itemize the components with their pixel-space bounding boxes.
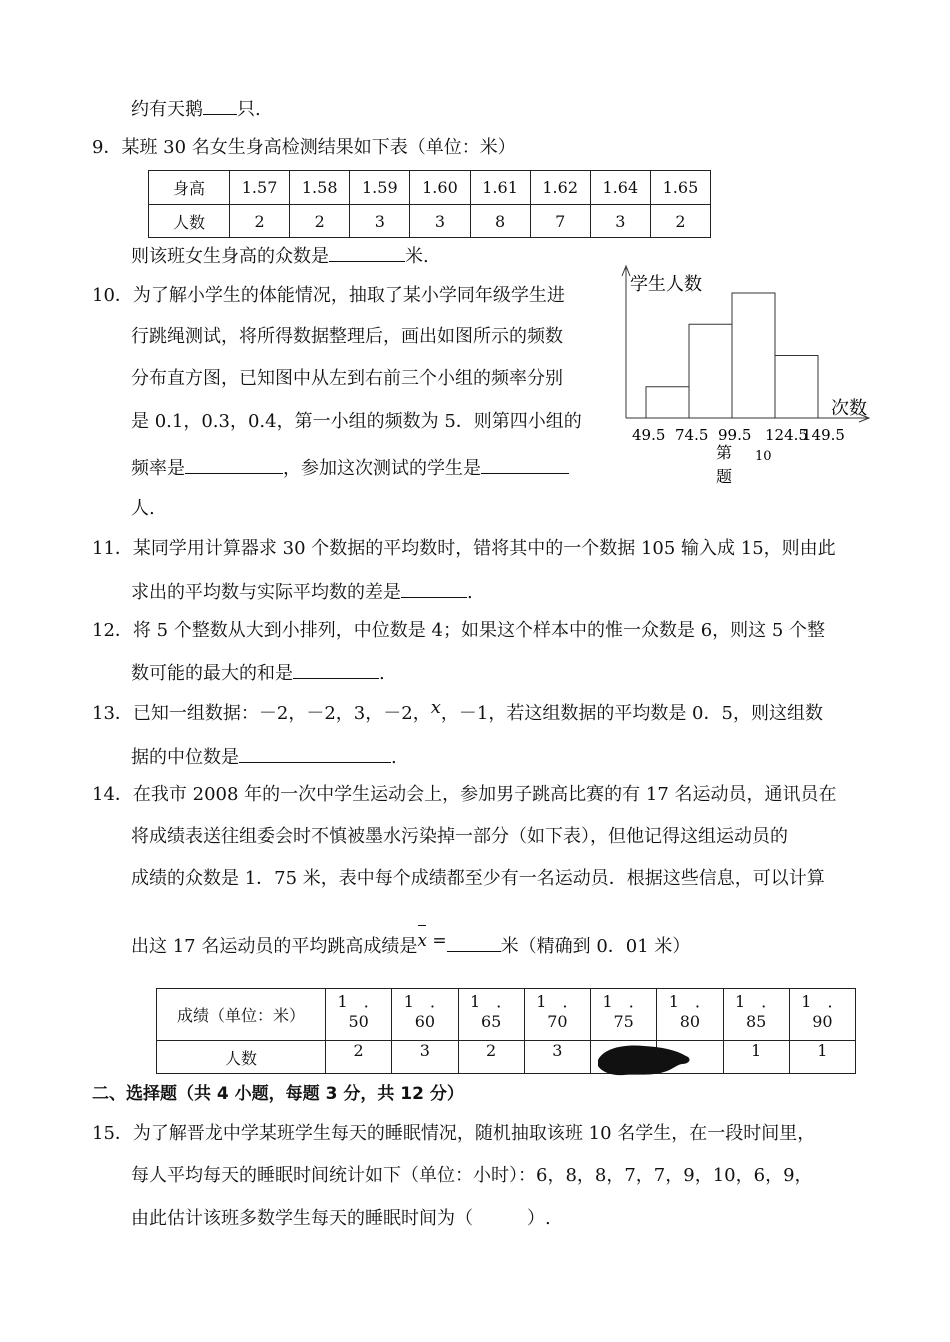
- q9-answer-text: 则该班女生身高的众数是: [131, 246, 329, 267]
- q9-row-count: [149, 205, 711, 238]
- q14-score-cell: [657, 989, 723, 1041]
- score-int: 1 ．: [337, 992, 380, 1011]
- q13-line-1: [92, 697, 823, 726]
- q14-count-cell: 2: [326, 1041, 392, 1074]
- q14-score-cell: [524, 989, 590, 1041]
- q8-text-end: 只.: [237, 99, 261, 120]
- q9-stem: [92, 136, 516, 160]
- q14-mean-symbol: [417, 931, 446, 951]
- q11-blank: [401, 579, 467, 598]
- q10-text: ，参加这次测试的学生是: [283, 458, 481, 479]
- q11-text: 某同学用计算器求 30 个数据的平均数时，错将其中的一个数据 105 输入成 15，则由此: [132, 538, 836, 559]
- q13-text: 据的中位数是: [131, 747, 239, 768]
- x-tick-label: 149.5: [802, 426, 845, 444]
- q14-count-cell: 3: [392, 1041, 458, 1074]
- q9-row-label: 人数: [149, 205, 230, 238]
- q9-height-cell: 1.58: [290, 171, 350, 205]
- q13-variable: x: [430, 697, 441, 718]
- q9-count-cell: 3: [410, 205, 470, 238]
- q10-blank-frequency: [185, 455, 283, 474]
- q9-count-cell: 2: [230, 205, 290, 238]
- figure-caption: 10: [755, 449, 772, 464]
- score-dec: 50: [348, 1012, 369, 1031]
- score-int: 1 ．: [735, 992, 778, 1011]
- q14-score-cell: [723, 989, 789, 1041]
- q14-count-cell: 1: [723, 1041, 789, 1074]
- score-dec: 60: [414, 1012, 436, 1031]
- q12-number: 12．: [92, 620, 133, 641]
- score-dec: 70: [547, 1012, 568, 1031]
- q11-line-1: [92, 537, 836, 561]
- q11-line-2: [131, 579, 473, 605]
- q9-height-cell: 1.60: [410, 171, 470, 205]
- q12-text: 将 5 个整数从大到小排列，中位数是 4；如果这个样本中的惟一众数是 6，则这 5 个整: [132, 620, 826, 641]
- q9-height-cell: 1.57: [230, 171, 290, 205]
- x-tick-label: 99.5: [718, 426, 752, 444]
- q14-line-3: 成绩的众数是 1．75 米，表中每个成绩都至少有一名运动员．根据这些信息，可以计算: [131, 868, 825, 889]
- q14-row-score: [157, 989, 856, 1041]
- q9-count-cell: 3: [590, 205, 650, 238]
- q10-blank-students: [481, 455, 569, 474]
- x-axis-label: 次数: [831, 398, 867, 419]
- q9-height-cell: 1.65: [650, 171, 710, 205]
- histogram-bar: [732, 293, 775, 418]
- q9-row-label: 身高: [149, 171, 230, 205]
- q9-answer-unit: 米.: [405, 246, 429, 267]
- q15-line-2: 每人平均每天的睡眠时间统计如下（单位：小时）：6，8，8，7，7，9，10，6，9，: [131, 1165, 813, 1186]
- score-dec: 85: [745, 1012, 767, 1031]
- q14-row-label: 人数: [157, 1041, 326, 1074]
- score-int: 1 ．: [602, 992, 645, 1011]
- q10-line-6: 人.: [131, 498, 155, 519]
- q14-text: 在我市 2008 年的一次中学生运动会上，参加男子跳高比赛的有 17 名运动员，通讯员在: [132, 784, 837, 805]
- q9-height-table: [148, 170, 711, 238]
- q12-line-1: [92, 619, 825, 643]
- q9-text: 某班 30 名女生身高检测结果如下表（单位：米）: [121, 137, 516, 158]
- score-int: 1 ．: [403, 992, 446, 1011]
- q9-count-cell: 7: [530, 205, 590, 238]
- q12-blank: [293, 660, 379, 679]
- q15-text: 为了解晋龙中学某班学生每天的睡眠情况，随机抽取该班 10 名学生，在一段时间里，: [132, 1123, 816, 1144]
- q10-text: 频率是: [131, 458, 185, 479]
- q13-end: .: [391, 747, 397, 768]
- q14-equals: =: [432, 931, 447, 951]
- q10-histogram: [610, 260, 880, 490]
- q10-text: 为了解小学生的体能情况，抽取了某小学同年级学生进: [132, 285, 565, 306]
- y-axis-label: 学生人数: [630, 274, 702, 295]
- q14-text: 出这 17 名运动员的平均跳高成绩是: [131, 936, 418, 957]
- q13-text: ，－1，若这组数据的平均数是 0．5，则这组数: [440, 703, 823, 724]
- q9-height-cell: 1.59: [350, 171, 410, 205]
- q9-count-cell: 2: [650, 205, 710, 238]
- q10-line-2: 行跳绳测试，将所得数据整理后，画出如图所示的频数: [131, 326, 563, 347]
- q8-text: 约有天鹅: [131, 99, 203, 120]
- q14-score-cell: [326, 989, 392, 1041]
- q14-row-count: [157, 1041, 856, 1074]
- q13-text: 已知一组数据：－2，－2，3，－2，: [132, 703, 431, 724]
- q14-count-cell: 2: [458, 1041, 524, 1074]
- q10-line-1: [92, 284, 565, 308]
- q14-score-cell: [458, 989, 524, 1041]
- q8-blank: [203, 96, 237, 115]
- q14-count-cell: 3: [524, 1041, 590, 1074]
- q12-text: 数可能的最大的和是: [131, 663, 293, 684]
- figure-caption: 题: [716, 467, 733, 486]
- q12-line-2: [131, 660, 385, 686]
- q14-score-cell: [789, 989, 855, 1041]
- q9-blank: [329, 243, 405, 262]
- histogram-bar: [646, 387, 689, 418]
- q11-end: .: [467, 582, 473, 603]
- section-2-title: 二、选择题（共 4 小题，每题 3 分，共 12 分）: [92, 1084, 464, 1104]
- q14-number: 14．: [92, 784, 133, 805]
- x-tick-label: 74.5: [675, 426, 709, 444]
- q9-height-cell: 1.64: [590, 171, 650, 205]
- q9-row-height: [149, 171, 711, 205]
- q14-count-cell: 1: [789, 1041, 855, 1074]
- q9-number: 9．: [92, 137, 122, 158]
- q10-line-5: [131, 455, 569, 481]
- q15-line-3: 由此估计该班多数学生每天的睡眠时间为（ ）.: [131, 1208, 551, 1229]
- q10-number: 10．: [92, 285, 133, 306]
- figure-caption: 第: [716, 443, 733, 462]
- q14-row-label: 成绩（单位：米）: [157, 989, 326, 1041]
- score-dec: 75: [613, 1012, 634, 1031]
- q9-count-cell: 3: [350, 205, 410, 238]
- q14-blank: [447, 933, 501, 952]
- score-dec: 80: [679, 1012, 701, 1031]
- score-int: 1 ．: [536, 992, 579, 1011]
- q13-line-2: [131, 744, 397, 770]
- q14-line-1: [92, 783, 837, 807]
- q9-height-cell: 1.61: [470, 171, 530, 205]
- q14-score-cell: [392, 989, 458, 1041]
- q14-line-2: 将成绩表送往组委会时不慎被墨水污染掉一部分（如下表），但他记得这组运动员的: [131, 826, 788, 847]
- q8-tail: [131, 96, 261, 122]
- score-int: 1 ．: [668, 992, 711, 1011]
- q14-text: 米（精确到 0．01 米）: [500, 936, 691, 957]
- q13-number: 13．: [92, 703, 133, 724]
- q9-count-cell: 8: [470, 205, 530, 238]
- q15-number: 15．: [92, 1123, 133, 1144]
- q10-line-3: 分布直方图，已知图中从左到右前三个小组的频率分别: [131, 368, 563, 389]
- q14-score-table: [156, 988, 856, 1074]
- q9-height-cell: 1.62: [530, 171, 590, 205]
- x-tick-label: 124.5: [765, 426, 808, 444]
- q15-line-1: [92, 1122, 815, 1146]
- q11-text: 求出的平均数与实际平均数的差是: [131, 582, 401, 603]
- q12-end: .: [379, 663, 385, 684]
- score-dec: 65: [480, 1012, 502, 1031]
- score-int: 1 ．: [470, 992, 513, 1011]
- q14-score-cell: [591, 989, 657, 1041]
- q9-answer-line: [131, 243, 429, 269]
- score-dec: 90: [812, 1012, 833, 1031]
- histogram-bar: [689, 324, 732, 418]
- q14-variable: x: [417, 931, 427, 951]
- x-tick-label: 49.5: [632, 426, 666, 444]
- score-int: 1 ．: [801, 992, 844, 1011]
- q13-blank: [239, 744, 391, 763]
- q10-line-4: 是 0.1，0.3，0.4，第一小组的频数为 5．则第四小组的: [131, 411, 582, 432]
- ink-blot-icon: [594, 1040, 694, 1078]
- histogram-bar: [775, 356, 818, 419]
- q9-count-cell: 2: [290, 205, 350, 238]
- q14-line-4: [131, 933, 690, 959]
- q11-number: 11．: [92, 538, 133, 559]
